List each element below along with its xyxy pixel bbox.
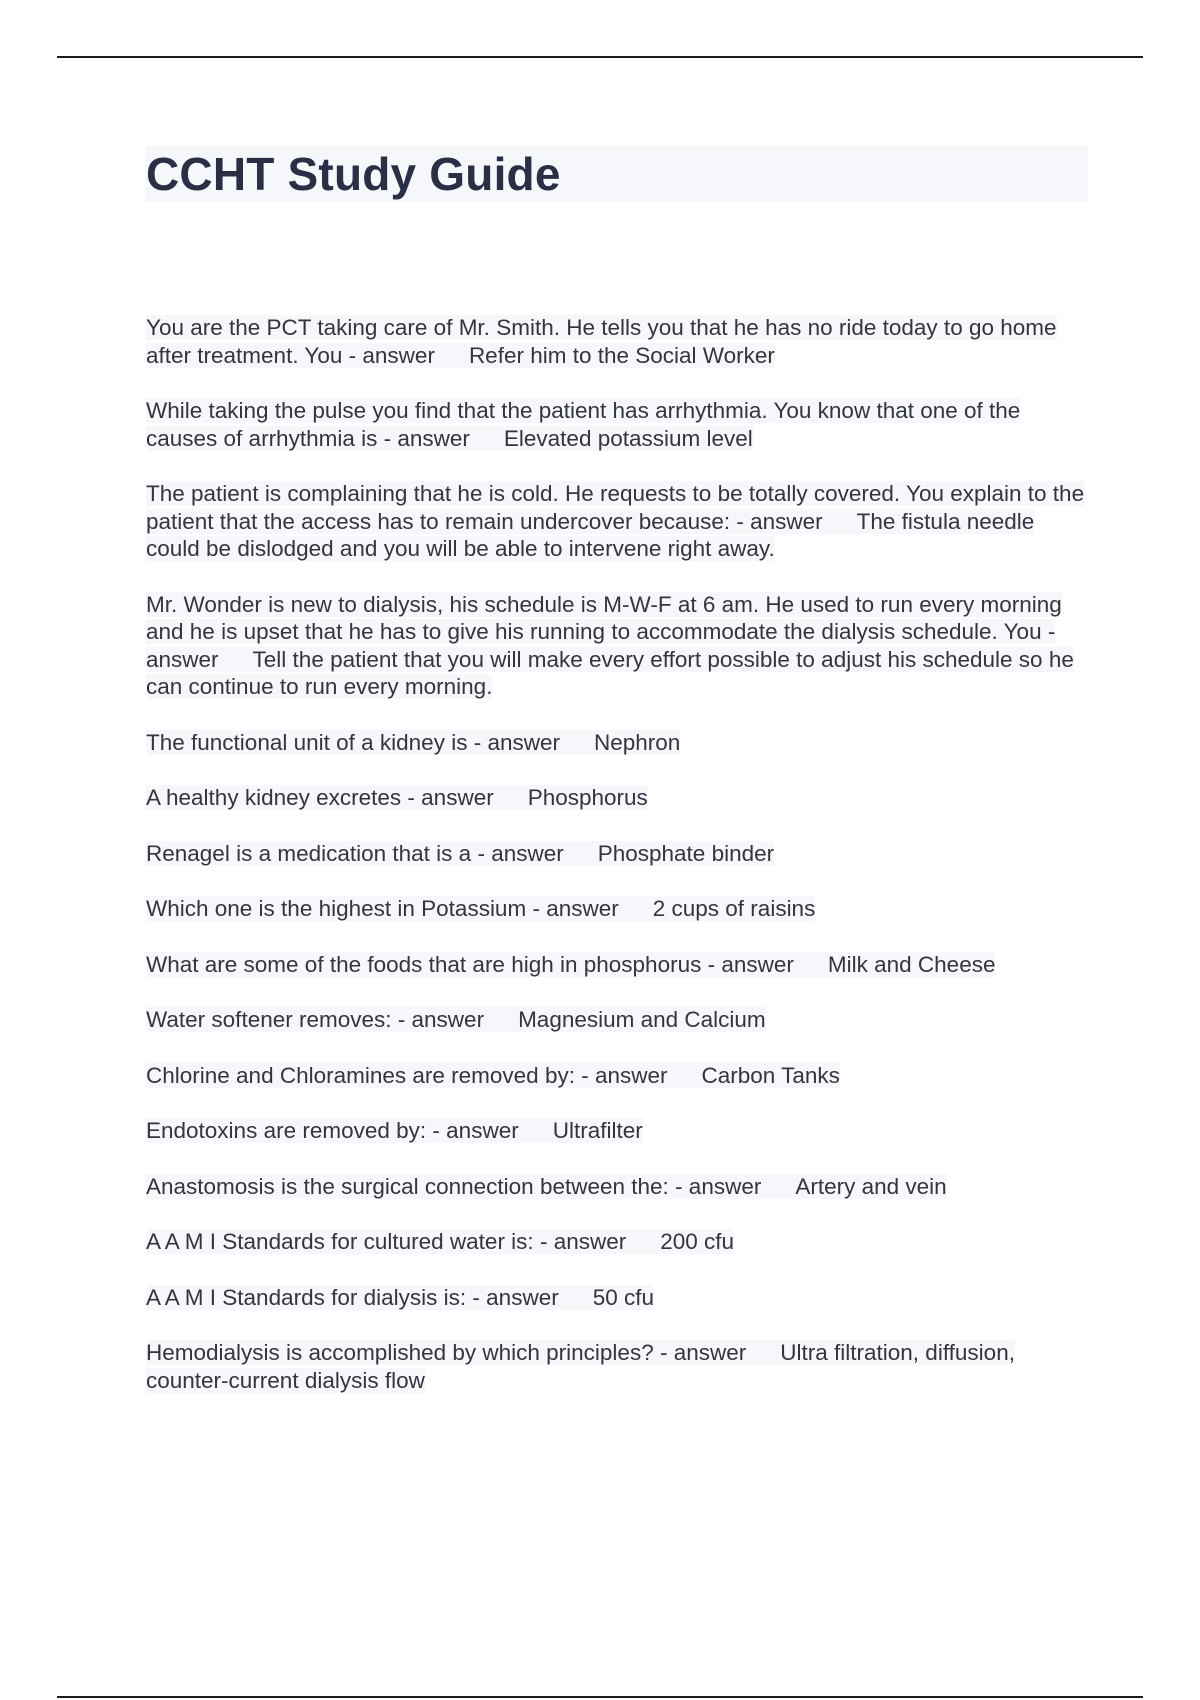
answer-text: Elevated potassium level [503,425,753,451]
qa-text [146,841,774,866]
answer-marker: - answer [581,1062,668,1088]
answer-marker: - answer [146,619,1056,672]
answer-marker: - answer [736,508,823,534]
answer-marker: - answer [532,896,619,921]
question-text: The functional unit of a kidney is [146,729,468,755]
question-text: A A M I Standards for cultured water is: [146,1229,534,1254]
qa-text [146,785,648,810]
question-text: Which one is the highest in Potassium [146,896,527,921]
qa-text [146,952,995,977]
qa-text [146,481,1084,561]
answer-text: Tell the patient that you will make every effort possible to adjust his schedule so he can continue to run every morning. [146,646,1074,699]
qa-item [146,397,1088,452]
qa-item [146,1006,1088,1034]
question-text: Chlorine and Chloramines are removed by: [146,1062,575,1088]
question-text: Water softener removes: [146,1007,392,1032]
question-text: Endotoxins are removed by: [146,1118,427,1143]
qa-item [146,1339,1088,1394]
title-block [146,146,1088,202]
qa-item [146,895,1088,923]
answer-text: Milk and Cheese [827,951,996,977]
question-text: Renagel is a medication that is a [146,840,472,866]
qa-text [146,896,815,921]
answer-marker: - answer [707,951,794,977]
answer-marker: - answer [348,342,435,368]
answer-marker: - answer [675,1173,762,1199]
answer-marker: - answer [472,1284,559,1310]
question-text: A A M I Standards for dialysis is: [146,1284,467,1310]
answer-text: 200 cfu [660,1229,735,1254]
qa-item [146,951,1088,979]
qa-item [146,314,1088,369]
bottom-rule [57,1696,1143,1698]
answer-marker: - answer [432,1118,519,1143]
qa-text [146,730,680,755]
qa-text [146,315,1057,368]
qa-text [146,1285,654,1310]
answer-text: Nephron [594,729,681,755]
answer-text: 50 cfu [592,1284,654,1310]
answer-marker: - answer [473,729,560,755]
answer-text: Ultrafilter [552,1118,643,1143]
qa-item [146,1062,1088,1090]
answer-text: Ultra filtration, diffusion, counter-current dialysis flow [146,1340,1015,1393]
question-text: You are the PCT taking care of Mr. Smith. He tells you that he has no ride today to go home after treatment. You [146,315,1057,368]
question-text: A healthy kidney excretes [146,785,402,810]
qa-item [146,1284,1088,1312]
qa-item [146,1173,1088,1201]
qa-item [146,1228,1088,1256]
answer-text: Phosphorus [527,785,648,810]
answer-marker: - answer [397,1007,485,1032]
question-text: While taking the pulse you find that the patient has arrhythmia. You know that one of the causes of arrhythmia is [146,398,1021,451]
qa-text [146,1007,766,1032]
answer-text: Refer him to the Social Worker [468,342,775,368]
answer-marker: - answer [407,785,494,810]
qa-text [146,1229,734,1254]
qa-text [146,398,1020,451]
answer-marker: - answer [539,1229,627,1254]
document-body [146,146,1088,1422]
qa-item [146,784,1088,812]
qa-item [146,1117,1088,1145]
qa-text [146,592,1074,700]
answer-marker: - answer [383,425,470,451]
qa-text [146,1118,643,1143]
qa-item [146,729,1088,757]
qa-text [146,1174,947,1199]
answer-text: Phosphate binder [597,840,775,866]
question-text: Anastomosis is the surgical connection between the: [146,1173,669,1199]
question-text: The patient is complaining that he is cold. He requests to be totally covered. You explain to the patient that the access has to remain undercover because: [146,481,1085,534]
question-text: What are some of the foods that are high in phosphorus [146,951,702,977]
answer-text: Carbon Tanks [701,1062,840,1088]
answer-marker: - answer [477,840,564,866]
top-rule [57,56,1143,58]
qa-item [146,591,1088,701]
question-text: Mr. Wonder is new to dialysis, his schedule is M-W-F at 6 am. He used to run every morning and he is upset that he has to give his running to accommodate the dialysis schedule. You [146,591,1062,644]
qa-item [146,480,1088,563]
question-text: Hemodialysis is accomplished by which principles? [146,1340,654,1365]
answer-text: 2 cups of raisins [652,896,816,921]
answer-text: The fistula needle could be dislodged and you will be able to intervene right away. [146,508,1035,561]
qa-text [146,1340,1015,1393]
document-title: CCHT Study Guide [146,148,561,200]
answer-text: Artery and vein [795,1173,947,1199]
qa-list [146,314,1088,1394]
qa-text [146,1063,840,1088]
qa-item [146,840,1088,868]
answer-text: Magnesium and Calcium [518,1007,766,1032]
answer-marker: - answer [659,1340,747,1365]
